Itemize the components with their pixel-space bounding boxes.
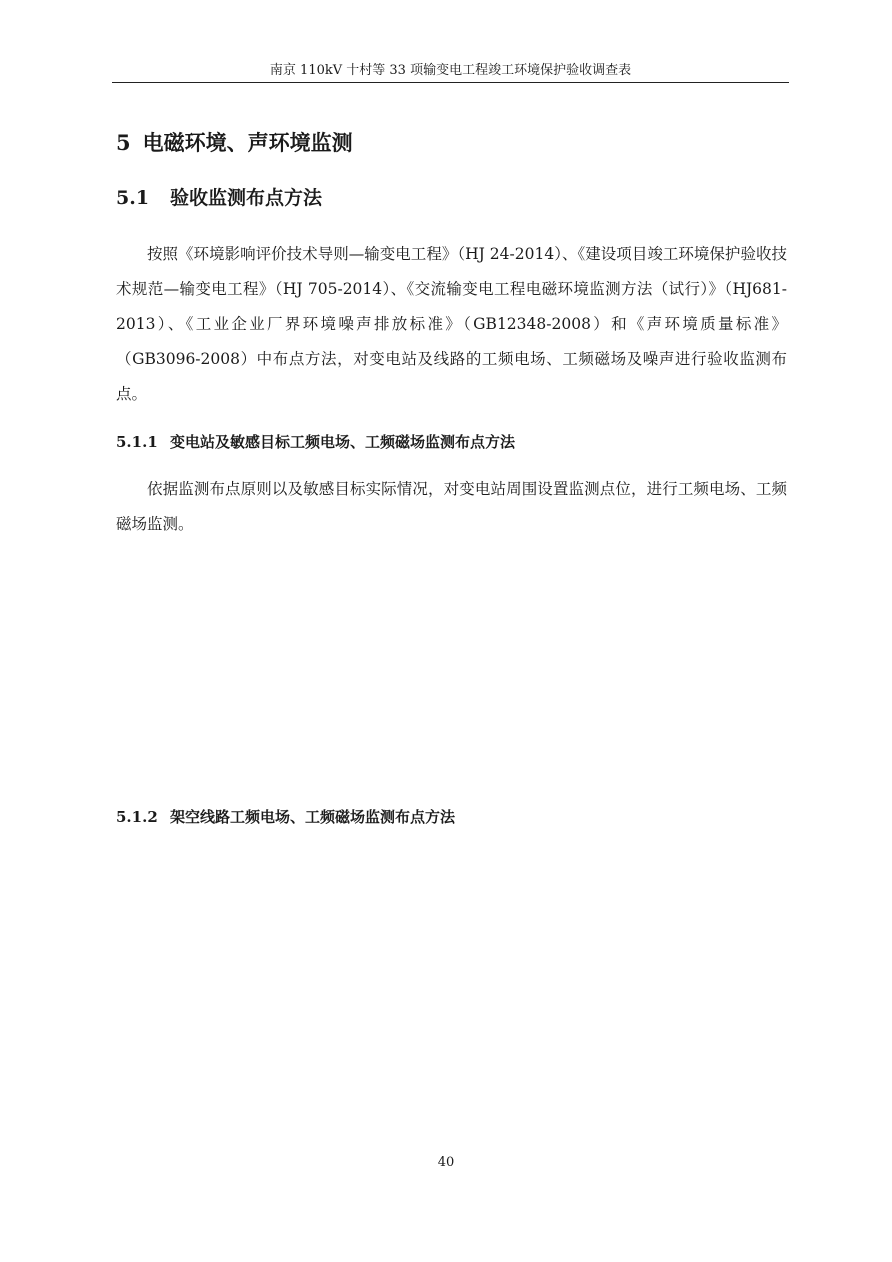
header-rule — [112, 82, 789, 83]
subsection-heading — [116, 183, 322, 213]
page-number: 40 — [437, 1155, 455, 1170]
subsubsection-heading-overhead-line — [116, 805, 455, 829]
subsubsection-heading-substation — [116, 430, 515, 454]
section-heading — [116, 128, 353, 158]
paragraph-substation: 依据监测布点原则以及敏感目标实际情况，对变电站周围设置监测点位，进行工频电场、工频磁场监测。 — [116, 480, 787, 533]
subsection-title: 验收监测布点方法 — [170, 187, 323, 209]
paragraph-methods: 按照《环境影响评价技术导则—输变电工程》（HJ 24-2014）、《建设项目竣工环境保护验收技术规范—输变电工程》（HJ 705-2014）、《交流输变电工程电磁环境监测方法（试行）》（HJ681-2013）、《工业企业厂界环境噪声排放标准》（GB12348-2008）和《声环境质量标准》（GB3096-2008）中布点方法，对变电站及线路的工频电场、工频磁场及噪声进行验收监测布点。 — [116, 245, 787, 403]
section-title: 电磁环境、声环境监测 — [142, 130, 353, 155]
subsection-number: 5.1 — [116, 187, 150, 209]
subsubsection-number: 5.1.2 — [116, 808, 158, 826]
subsubsection-title: 变电站及敏感目标工频电场、工频磁场监测布点方法 — [170, 433, 516, 451]
section-number: 5 — [116, 130, 131, 155]
running-header: 南京 110kV 十村等 33 项输变电工程竣工环境保护验收调查表 — [269, 63, 632, 78]
subsubsection-number: 5.1.1 — [116, 433, 158, 451]
subsubsection-title: 架空线路工频电场、工频磁场监测布点方法 — [170, 808, 456, 826]
